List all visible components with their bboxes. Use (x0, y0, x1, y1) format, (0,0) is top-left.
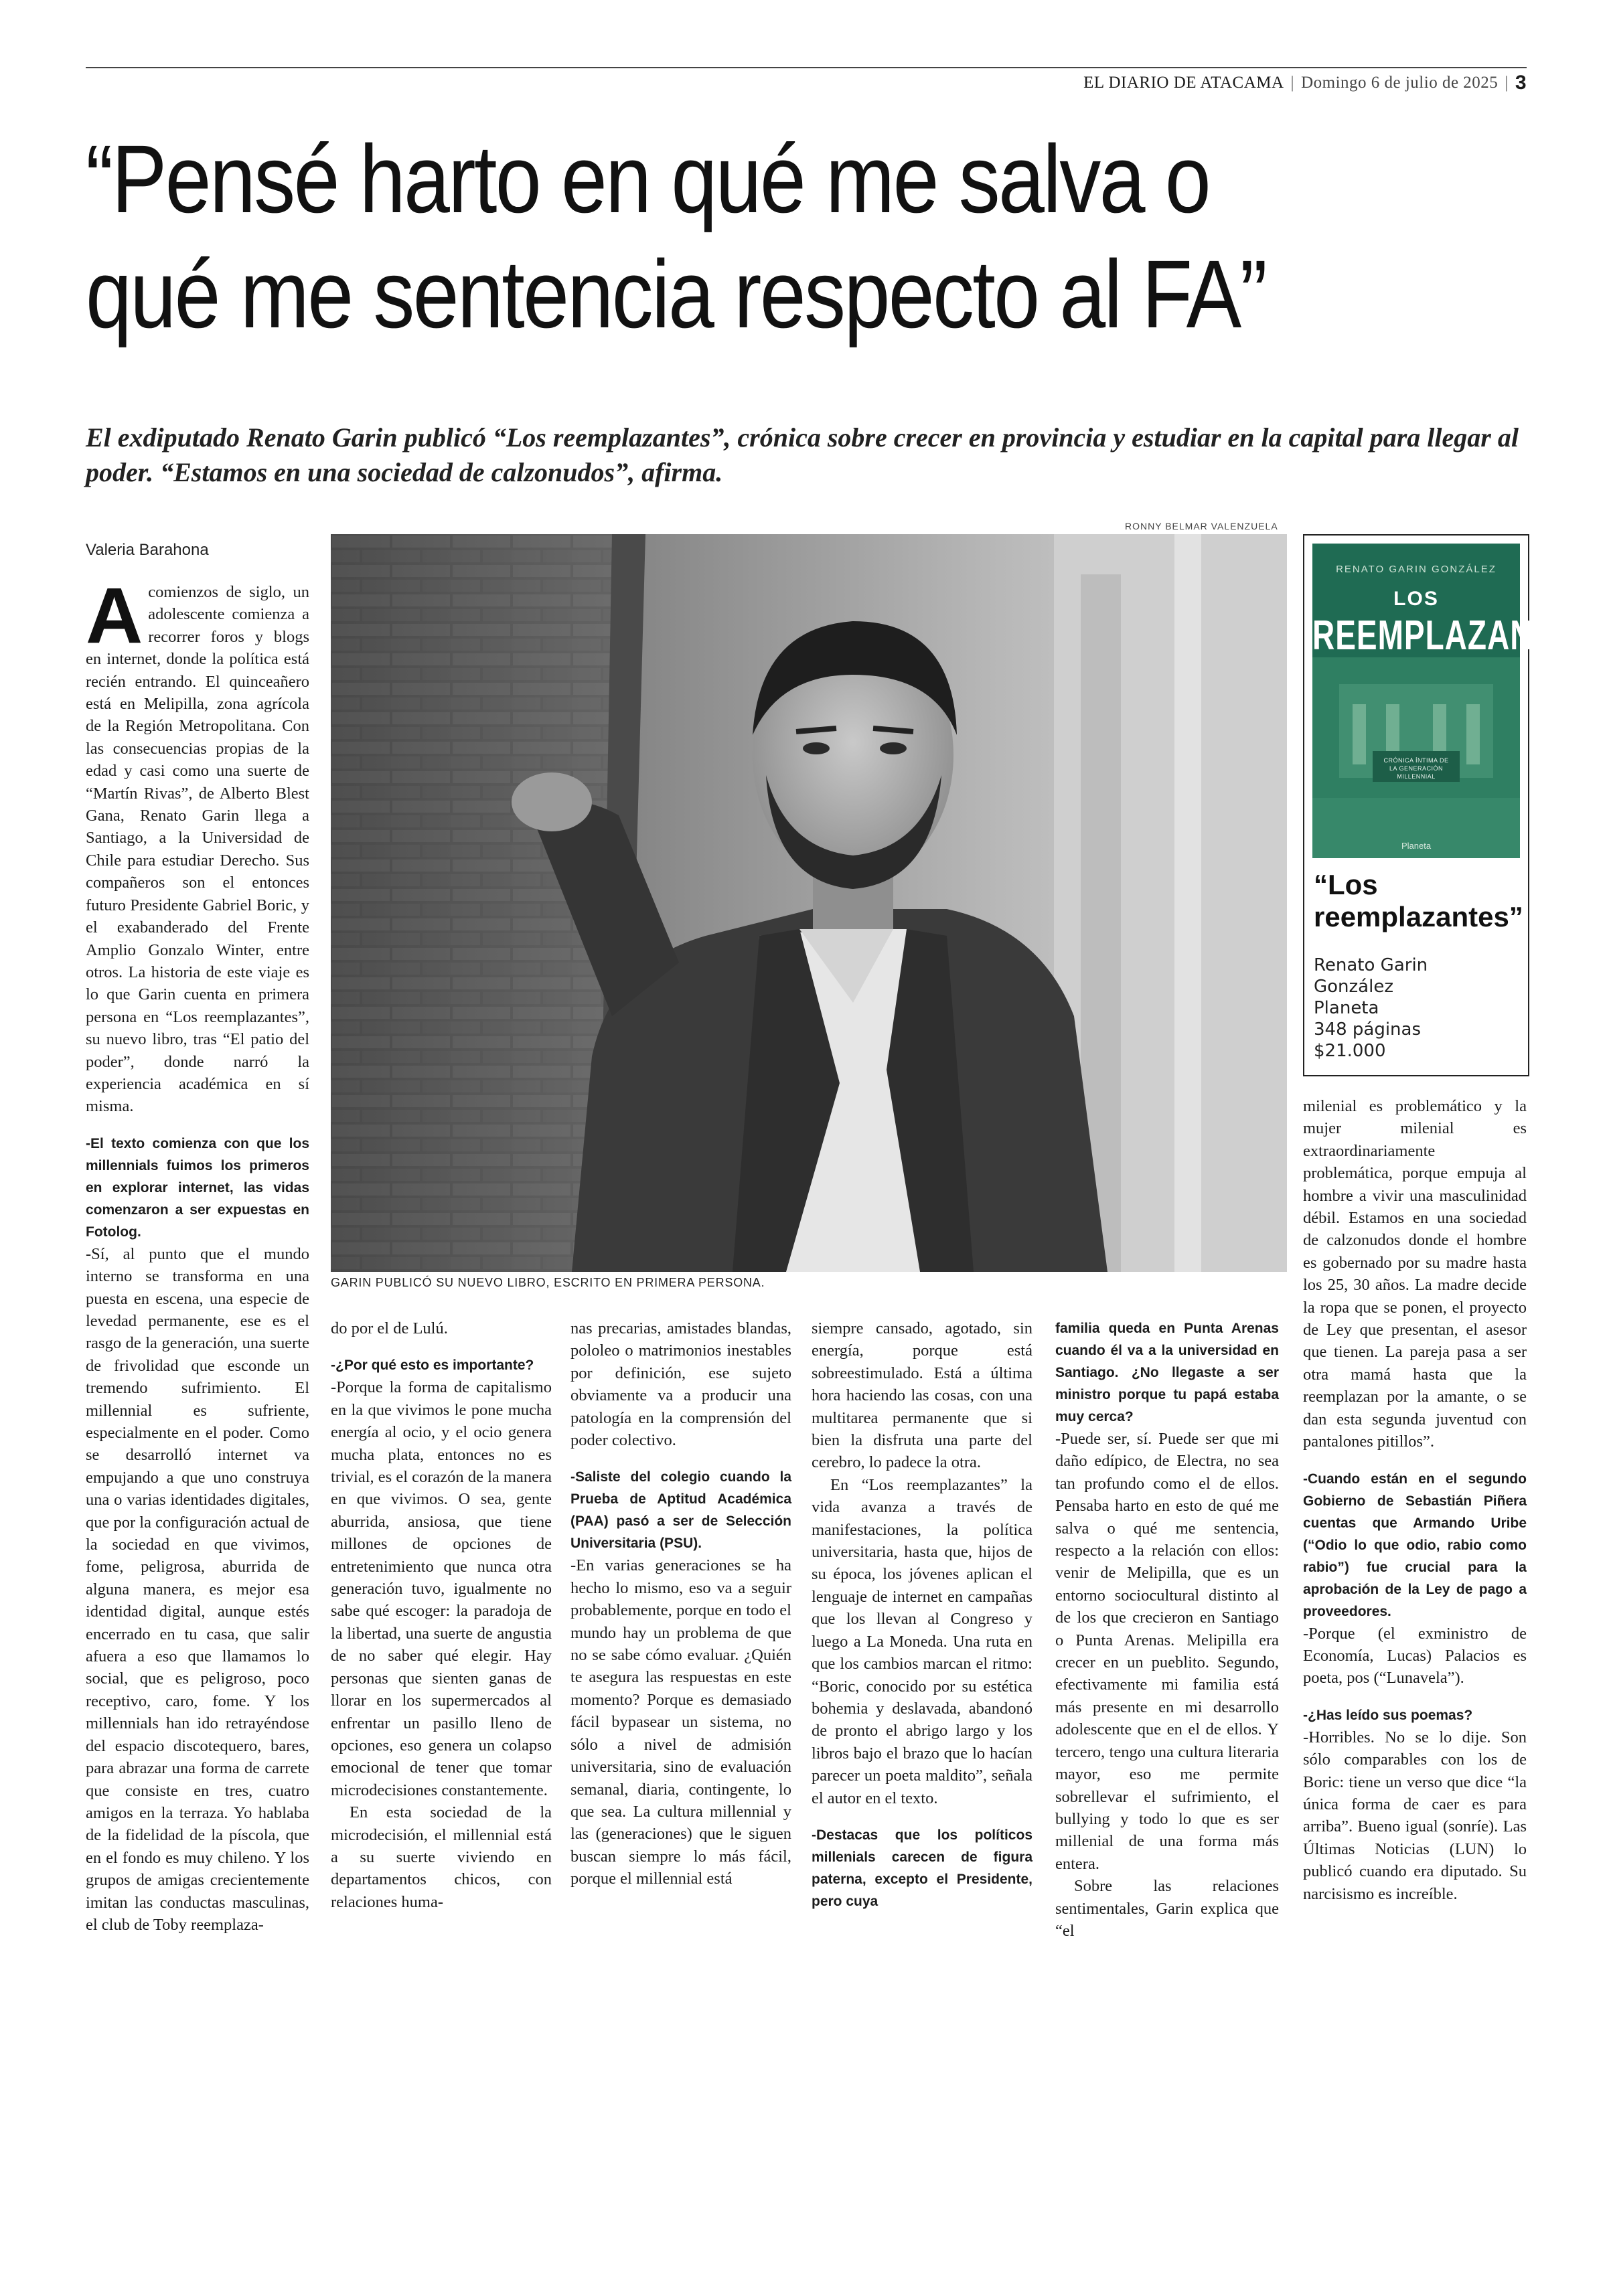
article-paragraph: En “Los reemplazantes” la vida avanza a través de manifestaciones, la política universitaria, hasta que, hijos de su época, los jóvenes aplican el lenguaje de internet en campañas que los llevan al Congreso y luego a La Moneda. Una ruta en que los cambios marcan el ritmo: “Boric, conocido por su estética bohemia y deslavada, abandonó de pronto el abrigo largo y los libros bajo el brazo que lo hacían parecer un poeta maldito”, señala el autor en el texto. (812, 1475, 1032, 1807)
headline-line-1: “Pensé harto en qué me salva o (86, 125, 1210, 233)
cover-title-small: LOS (1393, 588, 1439, 610)
header-separator: | (1290, 74, 1295, 92)
deck-subtitle: El exdiputado Renato Garin publicó “Los reemplazantes”, crónica sobre crecer en provincia y estudiar en la capital para llegar al poder. “Estamos en una sociedad de calzonudos”, afirma. (86, 422, 1519, 487)
book-publisher: Planeta (1314, 998, 1379, 1018)
article-paragraph: milenial es problemático y la mujer milenial es extraordinariamente problemática, porque empuja al hombre a vivir una masculinidad débil. Estamos en una sociedad de calzonudos donde el hombre es gobernado por su madre hasta los 25, 30 años. La madre decide la ropa que se ponen, el proyecto de Ley que presentan, el asesor que tienen. La pareja pasa a ser otra mamá hasta que la reemplazan por la amante, o se dan esta segunda juventud con pantalones pitillos”. (1303, 1097, 1527, 1451)
photo-credit: RONNY BELMAR VALENZUELA (1125, 521, 1278, 531)
article-paragraph: nas precarias, amistades blandas, pololeo o matrimonios inestables por definición, ese sujeto obviamente va a producir una patología en la comprensión del poder colectivo. (570, 1319, 791, 1450)
interview-question: -Cuando están en el segundo Gobierno de Sebastián Piñera cuentas que Armando Uribe (“Odio lo que odio, rabio como rabio”) fue crucial para la aprobación de la Ley de pago a proveedores. (1303, 1471, 1527, 1619)
book-author-1: Renato Garin (1314, 955, 1428, 975)
cover-publisher: Planeta (1401, 841, 1432, 851)
cover-author: RENATO GARIN GONZÁLEZ (1336, 564, 1497, 575)
portrait-illustration (331, 534, 1287, 1272)
article-paragraph: En esta sociedad de la microdecisión, el millennial está a su suerte viviendo en departamentos chicos, con relaciones huma- (331, 1803, 552, 1911)
byline: Valeria Barahona (86, 541, 209, 559)
interview-question: -Saliste del colegio cuando la Prueba de Aptitud Académica (PAA) pasó a ser de Selección Universitaria (PSU). (570, 1469, 791, 1552)
headline (86, 122, 1353, 352)
interview-answer: -Sí, al punto que el mundo interno se transforma en una puesta en escena, una especie de levedad permanente, ese es el rasgo de la generación, una suerte de frivolidad que esconde un tremendo sufrimiento. El millennial es sufriente, especialmente en el poder. Como se desarrolló internet va empujando a que uno construya una o varias identidades digitales, que por la configuración actual de la sociedad en que vivimos, fome, peligrosa, aburrida de alguna manera, es mejor esa identidad digital, aunque estés encerrado en tu casa, que salir afuera a eso que llamamos lo social, que es peligroso, poco receptivo, caro, fome. Y los millennials han ido retrayéndose del espacio discotequero, bares, para abrazar una forma de carrete que consiste en tres, cuatro amigos en la terraza. Yo hablaba de la fidelidad de la píscola, que en el fondo es muy chileno. Y los grupos de amigas crecientemente imitan las conductas masculinas, el club de Toby reemplaza- (86, 1244, 310, 1934)
article-column-4 (812, 1317, 1032, 1912)
book-cover (1312, 544, 1595, 858)
article-paragraph: siempre cansado, agotado, sin energía, porque está sobreestimulado. Está a última hora haciendo las cosas, con una multitarea permanente que si bien la disfruta una parte del cerebro, lo padece la otra. (812, 1319, 1032, 1472)
portrait-photo (331, 534, 1287, 1272)
interview-answer: -Porque la forma de capitalismo en la que vivimos le pone mucha energía al ocio, y el ocio genera mucha plata, entonces no es trivial, es el corazón de la manera en que vivimos. O sea, gente aburrida, ansiosa, que tiene millones de opciones de entretenimiento que nunca otra generación tuvo, igualmente no sabe qué escoger: la paradoja de la libertad, una suerte de angustia de no saber qué elegir. Hay personas que sienten ganas de llorar en los supermercados al enfrentar un pasillo lleno de opciones, eso genera un colapso emocional de tener que tomar microdecisiones constantemente. (331, 1378, 552, 1799)
cover-title-large: REEMPLAZANTES (1312, 611, 1595, 659)
article-paragraph: do por el de Lulú. (331, 1319, 448, 1337)
interview-question: familia queda en Punta Arenas cuando él va a la universidad en Santiago. ¿No llegaste a ser ministro porque tu papá estaba muy cerca? (1055, 1321, 1279, 1424)
interview-answer: -Horribles. No se lo dije. Son sólo comparables con los de Boric: tiene un verso que dice “la única forma de caer es para arriba”. Bueno igual (sonríe). Las Últimas Noticias (LUN) lo publicó cuando era diputado. Su narcisismo es increíble. (1303, 1728, 1527, 1903)
article-column-3 (570, 1317, 791, 1890)
article-column-1 (86, 572, 310, 1936)
article-column-2 (331, 1317, 552, 1913)
header-separator: | (1505, 74, 1509, 92)
headline-line-2: qué me sentencia respecto al FA” (86, 240, 1266, 348)
book-price: $21.000 (1314, 1041, 1386, 1061)
article-paragraph: Sobre las relaciones sentimentales, Garin explica que “el (1055, 1877, 1279, 1940)
newspaper-name: EL DIARIO DE ATACAMA (1083, 74, 1284, 92)
interview-answer: -En varias generaciones se ha hecho lo mismo, eso va a seguir probablemente, porque en todo el mundo hay un problema de que no se sabe cómo evaluar. ¿Quién te asegura las respuestas en este momento? Porque es demasiado fácil bypasear un sistema, no sólo a nivel de admisión universitaria, sino de evaluación semanal, diaria, contingente, lo que sea. La cultura millennial y las (generaciones) que le siguen buscan siempre lo más fácil, porque el millennial está (570, 1556, 791, 1888)
header-rule (86, 67, 1527, 68)
interview-answer: -Porque (el exministro de Economía, Lucas) Palacios es poeta, pos (“Lunavela”). (1303, 1624, 1527, 1688)
interview-question: -¿Por qué esto es importante? (331, 1358, 534, 1374)
article-lead-paragraph (86, 572, 309, 1118)
book-pages: 348 páginas (1314, 1019, 1422, 1040)
issue-date: Domingo 6 de julio de 2025 (1301, 74, 1499, 92)
book-author-2: González (1314, 977, 1393, 997)
drop-cap: A (86, 572, 143, 660)
article-column-6 (1303, 1095, 1527, 1905)
interview-question: -El texto comienza con que los millennials fuimos los primeros en explorar internet, las vidas comenzaron a ser expuestas en Fotolog. (86, 1135, 309, 1240)
book-info-box (1303, 534, 1595, 1076)
book-title: “Los reemplazantes” (1314, 869, 1523, 932)
interview-question: -Destacas que los políticos millenials carecen de figura paterna, excepto el Presidente, pero cuya (812, 1827, 1032, 1909)
interview-answer: -Puede ser, sí. Puede ser que mi daño edípico, de Electra, no sea tan profundo como el de ellos. Pensaba harto en esto de qué me salva o qué me sentencia, respecto a la relación con ellos: venir de Melipilla, que es un entorno sociocultural distinto al de los que crecieron en Santiago o Punta Arenas. Melipilla era crecer en un pueblito. Segundo, efectivamente mi familia está más presente en mi desarrollo adolescente que en el de ellos. Y tercero, tengo una cultura literaria mayor, eso me permite sobrellevar el sufrimiento, el bullying y todo lo que es ser millenial de una forma más entera. (1055, 1430, 1279, 1873)
page-header (1083, 70, 1527, 96)
lead-text: comienzos de siglo, un adolescente comienza a recorrer foros y blogs en internet, donde la política está recién entrando. El quinceañero está en Melipilla, zona agrícola de la Región Metropolitana. Con las consecuencias propias de la edad y casi como una suerte de “Martín Rivas”, de Alberto Blest Gana, Renato Garin llega a Santiago, a la Universidad de Chile para estudiar Derecho. Sus compañeros son el entonces futuro Presidente Gabriel Boric, y el exabanderado del Frente Amplio Gonzalo Winter, entre otros. La historia de este viaje es lo que Garin cuenta en primera persona en “Los reemplazantes”, su nuevo libro, tras “El patio del poder”, donde narró la experiencia académica en sí misma. (86, 583, 309, 1116)
article-column-5 (1055, 1317, 1279, 1942)
interview-question: -¿Has leído sus poemas? (1303, 1707, 1473, 1723)
page-number: 3 (1515, 72, 1527, 94)
photo-caption: GARIN PUBLICÓ SU NUEVO LIBRO, ESCRITO EN PRIMERA PERSONA. (331, 1276, 765, 1289)
cover-subtitle: CRÓNICA ÍNTIMA DE LA GENERACIÓN MILLENNIAL (1383, 757, 1449, 780)
book-details (1314, 955, 1521, 1062)
